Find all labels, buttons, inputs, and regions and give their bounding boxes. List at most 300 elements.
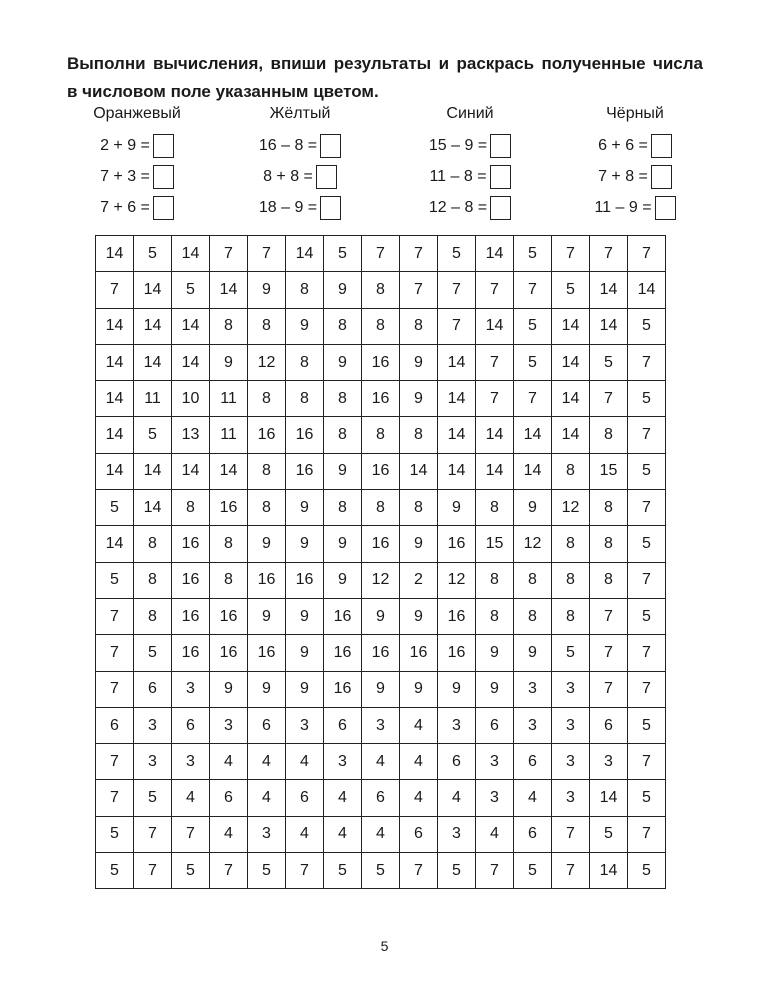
page-number: 5 <box>380 938 389 954</box>
grid-cell[interactable]: 16 <box>362 381 400 417</box>
grid-cell[interactable]: 5 <box>514 308 552 344</box>
grid-cell[interactable]: 8 <box>400 490 438 526</box>
grid-cell[interactable]: 8 <box>590 562 628 598</box>
grid-cell[interactable]: 14 <box>552 381 590 417</box>
grid-cell[interactable]: 14 <box>514 417 552 453</box>
grid-cell[interactable]: 8 <box>134 562 172 598</box>
grid-cell[interactable]: 8 <box>590 490 628 526</box>
grid-cell[interactable]: 3 <box>438 707 476 743</box>
grid-cell[interactable]: 14 <box>134 344 172 380</box>
grid-cell[interactable]: 8 <box>210 562 248 598</box>
answer-box[interactable] <box>320 196 341 220</box>
answer-box[interactable] <box>153 134 174 158</box>
grid-cell[interactable]: 7 <box>362 236 400 272</box>
grid-cell[interactable]: 9 <box>324 272 362 308</box>
grid-cell[interactable]: 16 <box>172 635 210 671</box>
grid-row <box>96 453 666 489</box>
equation <box>47 130 227 161</box>
answer-box[interactable] <box>490 165 511 189</box>
grid-cell[interactable]: 14 <box>438 344 476 380</box>
grid-cell[interactable]: 16 <box>324 635 362 671</box>
grid-cell[interactable]: 16 <box>362 635 400 671</box>
answer-box[interactable] <box>490 196 511 220</box>
grid-cell[interactable]: 5 <box>628 780 666 816</box>
equation-text: 16 – 8 = <box>258 136 318 154</box>
grid-cell[interactable]: 9 <box>400 344 438 380</box>
grid-cell[interactable]: 14 <box>590 272 628 308</box>
grid-cell[interactable]: 15 <box>590 453 628 489</box>
grid-row <box>96 816 666 852</box>
grid-cell[interactable]: 7 <box>628 635 666 671</box>
grid-cell[interactable]: 6 <box>514 816 552 852</box>
grid-cell[interactable]: 16 <box>286 562 324 598</box>
grid-cell[interactable]: 5 <box>438 236 476 272</box>
grid-cell[interactable]: 6 <box>172 707 210 743</box>
grid-cell[interactable]: 14 <box>96 308 134 344</box>
equation-text: 11 – 8 = <box>429 167 487 185</box>
grid-cell[interactable]: 7 <box>96 744 134 780</box>
grid-cell[interactable]: 16 <box>438 635 476 671</box>
grid-cell[interactable]: 14 <box>590 853 628 889</box>
grid-cell[interactable]: 5 <box>134 417 172 453</box>
grid-cell[interactable]: 5 <box>628 453 666 489</box>
grid-cell[interactable]: 7 <box>210 853 248 889</box>
grid-cell[interactable]: 14 <box>552 308 590 344</box>
grid-cell[interactable]: 3 <box>286 707 324 743</box>
grid-cell[interactable]: 7 <box>96 272 134 308</box>
grid-cell[interactable]: 7 <box>628 816 666 852</box>
grid-cell[interactable]: 5 <box>514 236 552 272</box>
grid-cell[interactable]: 9 <box>324 453 362 489</box>
grid-cell[interactable]: 3 <box>552 707 590 743</box>
grid-cell[interactable]: 16 <box>172 598 210 634</box>
grid-cell[interactable]: 5 <box>172 272 210 308</box>
grid-cell[interactable]: 3 <box>362 707 400 743</box>
grid-cell[interactable]: 4 <box>172 780 210 816</box>
equation <box>545 192 725 223</box>
grid-cell[interactable]: 14 <box>134 453 172 489</box>
grid-cell[interactable]: 3 <box>134 707 172 743</box>
grid-cell[interactable]: 3 <box>476 744 514 780</box>
grid-cell[interactable]: 8 <box>324 381 362 417</box>
grid-cell[interactable]: 3 <box>172 671 210 707</box>
grid-cell[interactable]: 8 <box>552 598 590 634</box>
grid-cell[interactable]: 6 <box>210 780 248 816</box>
grid-cell[interactable]: 9 <box>362 671 400 707</box>
grid-cell[interactable]: 4 <box>438 780 476 816</box>
grid-cell[interactable]: 16 <box>324 671 362 707</box>
grid-cell[interactable]: 16 <box>210 598 248 634</box>
grid-cell[interactable]: 16 <box>286 453 324 489</box>
grid-cell[interactable]: 7 <box>590 598 628 634</box>
grid-cell[interactable]: 3 <box>324 744 362 780</box>
grid-cell[interactable]: 5 <box>96 853 134 889</box>
grid-cell[interactable]: 7 <box>628 417 666 453</box>
grid-cell[interactable]: 14 <box>438 453 476 489</box>
grid-cell[interactable]: 7 <box>552 816 590 852</box>
grid-cell[interactable]: 16 <box>172 562 210 598</box>
equation-text: 18 – 9 = <box>258 198 318 216</box>
grid-cell[interactable]: 9 <box>514 490 552 526</box>
grid-cell[interactable]: 14 <box>172 308 210 344</box>
grid-cell[interactable]: 9 <box>400 526 438 562</box>
grid-cell[interactable]: 3 <box>134 744 172 780</box>
grid-cell[interactable]: 7 <box>400 272 438 308</box>
grid-cell[interactable]: 5 <box>628 381 666 417</box>
grid-cell[interactable]: 5 <box>552 272 590 308</box>
grid-cell[interactable]: 16 <box>362 526 400 562</box>
answer-box[interactable] <box>651 134 672 158</box>
grid-cell[interactable]: 16 <box>324 598 362 634</box>
grid-cell[interactable]: 16 <box>172 526 210 562</box>
grid-cell[interactable]: 16 <box>210 635 248 671</box>
answer-box[interactable] <box>153 165 174 189</box>
grid-cell[interactable]: 14 <box>172 344 210 380</box>
grid-cell[interactable]: 10 <box>172 381 210 417</box>
grid-cell[interactable]: 11 <box>210 417 248 453</box>
grid-cell[interactable]: 3 <box>438 816 476 852</box>
grid-cell[interactable]: 4 <box>400 744 438 780</box>
grid-cell[interactable]: 3 <box>552 744 590 780</box>
grid-cell[interactable]: 4 <box>400 780 438 816</box>
grid-cell[interactable]: 6 <box>362 780 400 816</box>
grid-cell[interactable]: 14 <box>96 453 134 489</box>
grid-cell[interactable]: 7 <box>552 236 590 272</box>
grid-cell[interactable]: 9 <box>362 598 400 634</box>
grid-cell[interactable]: 14 <box>590 308 628 344</box>
color-column <box>47 103 227 223</box>
grid-cell[interactable]: 5 <box>96 562 134 598</box>
grid-cell[interactable]: 7 <box>476 853 514 889</box>
grid-cell[interactable]: 5 <box>362 853 400 889</box>
grid-cell[interactable]: 9 <box>286 308 324 344</box>
grid-cell[interactable]: 4 <box>210 744 248 780</box>
grid-cell[interactable]: 5 <box>628 526 666 562</box>
color-name: Чёрный <box>606 105 664 122</box>
grid-cell[interactable]: 5 <box>134 236 172 272</box>
grid-cell[interactable]: 3 <box>476 780 514 816</box>
grid-cell[interactable]: 9 <box>400 671 438 707</box>
grid-cell[interactable]: 8 <box>476 490 514 526</box>
grid-cell[interactable]: 9 <box>210 671 248 707</box>
grid-cell[interactable]: 4 <box>248 744 286 780</box>
grid-cell[interactable]: 5 <box>96 816 134 852</box>
grid-cell[interactable]: 9 <box>476 671 514 707</box>
grid-cell[interactable]: 9 <box>324 562 362 598</box>
grid-cell[interactable]: 7 <box>628 344 666 380</box>
grid-cell[interactable]: 7 <box>96 598 134 634</box>
grid-cell[interactable]: 5 <box>248 853 286 889</box>
grid-cell[interactable]: 14 <box>552 344 590 380</box>
grid-cell[interactable]: 16 <box>362 453 400 489</box>
grid-cell[interactable]: 8 <box>248 381 286 417</box>
grid-cell[interactable]: 14 <box>476 417 514 453</box>
grid-cell[interactable]: 4 <box>514 780 552 816</box>
grid-cell[interactable]: 14 <box>96 417 134 453</box>
instruction <box>67 50 703 106</box>
grid-cell[interactable]: 8 <box>476 562 514 598</box>
grid-cell[interactable]: 16 <box>438 526 476 562</box>
grid-cell[interactable]: 8 <box>210 308 248 344</box>
grid-cell[interactable]: 6 <box>514 744 552 780</box>
grid-cell[interactable]: 8 <box>362 490 400 526</box>
instruction-line-1: Выполни вычисления, впиши результаты и раскрась полученные числа <box>67 54 703 73</box>
answer-box[interactable] <box>153 196 174 220</box>
grid-cell[interactable]: 12 <box>248 344 286 380</box>
grid-cell[interactable]: 9 <box>514 635 552 671</box>
grid-cell[interactable]: 8 <box>286 344 324 380</box>
grid-cell[interactable]: 5 <box>514 853 552 889</box>
grid-cell[interactable]: 9 <box>324 526 362 562</box>
grid-cell[interactable]: 8 <box>362 417 400 453</box>
grid-cell[interactable]: 5 <box>324 853 362 889</box>
grid-cell[interactable]: 7 <box>552 853 590 889</box>
grid-cell[interactable]: 5 <box>590 344 628 380</box>
grid-cell[interactable]: 14 <box>134 272 172 308</box>
grid-cell[interactable]: 16 <box>248 635 286 671</box>
color-column <box>545 103 725 223</box>
grid-cell[interactable]: 5 <box>628 707 666 743</box>
answer-box[interactable] <box>651 165 672 189</box>
grid-cell[interactable]: 5 <box>172 853 210 889</box>
grid-cell[interactable]: 14 <box>210 272 248 308</box>
grid-cell[interactable]: 7 <box>590 635 628 671</box>
grid-cell[interactable]: 7 <box>210 236 248 272</box>
grid-cell[interactable]: 4 <box>476 816 514 852</box>
grid-cell[interactable]: 6 <box>324 707 362 743</box>
grid-cell[interactable]: 9 <box>248 272 286 308</box>
grid-cell[interactable]: 8 <box>552 562 590 598</box>
grid-cell[interactable]: 6 <box>476 707 514 743</box>
grid-cell[interactable]: 4 <box>400 707 438 743</box>
grid-cell[interactable]: 2 <box>400 562 438 598</box>
grid-cell[interactable]: 16 <box>248 417 286 453</box>
grid-cell[interactable]: 14 <box>286 236 324 272</box>
grid-cell[interactable]: 8 <box>134 526 172 562</box>
grid-cell[interactable]: 8 <box>514 562 552 598</box>
grid-cell[interactable]: 8 <box>590 417 628 453</box>
grid-cell[interactable]: 12 <box>552 490 590 526</box>
grid-cell[interactable]: 3 <box>514 707 552 743</box>
grid-cell[interactable]: 4 <box>324 816 362 852</box>
grid-cell[interactable]: 4 <box>248 780 286 816</box>
grid-cell[interactable]: 7 <box>476 381 514 417</box>
grid-cell[interactable]: 9 <box>248 598 286 634</box>
grid-cell[interactable]: 9 <box>286 490 324 526</box>
grid-cell[interactable]: 6 <box>590 707 628 743</box>
grid-cell[interactable]: 8 <box>286 272 324 308</box>
grid-cell[interactable]: 9 <box>210 344 248 380</box>
grid-cell[interactable]: 8 <box>324 417 362 453</box>
grid-cell[interactable]: 12 <box>514 526 552 562</box>
grid-cell[interactable]: 7 <box>476 272 514 308</box>
grid-cell[interactable]: 11 <box>134 381 172 417</box>
grid-cell[interactable]: 7 <box>628 236 666 272</box>
grid-cell[interactable]: 3 <box>172 744 210 780</box>
grid-row <box>96 635 666 671</box>
grid-cell[interactable]: 7 <box>96 671 134 707</box>
grid-cell[interactable]: 9 <box>248 526 286 562</box>
grid-cell[interactable]: 5 <box>514 344 552 380</box>
grid-cell[interactable]: 8 <box>286 381 324 417</box>
grid-cell[interactable]: 7 <box>514 272 552 308</box>
grid-cell[interactable]: 8 <box>362 308 400 344</box>
grid-cell[interactable]: 7 <box>248 236 286 272</box>
grid-cell[interactable]: 4 <box>324 780 362 816</box>
grid-cell[interactable]: 3 <box>590 744 628 780</box>
grid-cell[interactable]: 6 <box>400 816 438 852</box>
grid-cell[interactable]: 9 <box>286 526 324 562</box>
grid-cell[interactable]: 6 <box>248 707 286 743</box>
grid-cell[interactable]: 8 <box>134 598 172 634</box>
grid-cell[interactable]: 14 <box>476 308 514 344</box>
grid-cell[interactable]: 16 <box>362 344 400 380</box>
grid-cell[interactable]: 14 <box>476 453 514 489</box>
grid-cell[interactable]: 8 <box>590 526 628 562</box>
grid-cell[interactable]: 3 <box>552 780 590 816</box>
grid-cell[interactable]: 7 <box>438 308 476 344</box>
grid-cell[interactable]: 14 <box>96 526 134 562</box>
grid-cell[interactable]: 16 <box>400 635 438 671</box>
grid-cell[interactable]: 7 <box>96 635 134 671</box>
grid-cell[interactable]: 5 <box>324 236 362 272</box>
grid-cell[interactable]: 5 <box>590 816 628 852</box>
grid-cell[interactable]: 4 <box>286 744 324 780</box>
grid-cell[interactable]: 8 <box>324 490 362 526</box>
grid-cell[interactable]: 14 <box>210 453 248 489</box>
grid-cell[interactable]: 14 <box>514 453 552 489</box>
answer-box[interactable] <box>320 134 341 158</box>
grid-cell[interactable]: 14 <box>96 344 134 380</box>
grid-cell[interactable]: 14 <box>400 453 438 489</box>
grid-cell[interactable]: 12 <box>438 562 476 598</box>
grid-cell[interactable]: 8 <box>248 308 286 344</box>
grid-cell[interactable]: 8 <box>400 308 438 344</box>
grid-cell[interactable]: 8 <box>248 490 286 526</box>
grid-cell[interactable]: 7 <box>172 816 210 852</box>
equation <box>210 192 390 223</box>
grid-cell[interactable]: 9 <box>286 671 324 707</box>
grid-cell[interactable]: 7 <box>628 744 666 780</box>
grid-cell[interactable]: 5 <box>438 853 476 889</box>
grid-cell[interactable]: 5 <box>552 635 590 671</box>
grid-cell[interactable]: 14 <box>172 236 210 272</box>
grid-cell[interactable]: 16 <box>210 490 248 526</box>
grid-cell[interactable]: 14 <box>134 490 172 526</box>
grid-cell[interactable]: 7 <box>590 671 628 707</box>
grid-cell[interactable]: 14 <box>476 236 514 272</box>
grid-cell[interactable]: 7 <box>628 562 666 598</box>
grid-cell[interactable]: 8 <box>210 526 248 562</box>
grid-cell[interactable]: 13 <box>172 417 210 453</box>
grid-cell[interactable]: 7 <box>96 780 134 816</box>
grid-cell[interactable]: 14 <box>96 236 134 272</box>
grid-cell[interactable]: 7 <box>438 272 476 308</box>
grid-cell[interactable]: 8 <box>552 453 590 489</box>
grid-cell[interactable]: 5 <box>628 598 666 634</box>
grid-cell[interactable]: 4 <box>362 744 400 780</box>
grid-cell[interactable]: 5 <box>134 635 172 671</box>
grid-cell[interactable]: 14 <box>96 381 134 417</box>
grid-cell[interactable]: 9 <box>400 381 438 417</box>
grid-cell[interactable]: 7 <box>400 236 438 272</box>
grid-cell[interactable]: 9 <box>248 671 286 707</box>
grid-cell[interactable]: 7 <box>514 381 552 417</box>
grid-cell[interactable]: 5 <box>628 308 666 344</box>
grid-cell[interactable]: 16 <box>286 417 324 453</box>
grid-cell[interactable]: 14 <box>438 381 476 417</box>
grid-cell[interactable]: 5 <box>628 853 666 889</box>
grid-cell[interactable]: 14 <box>552 417 590 453</box>
grid-cell[interactable]: 14 <box>134 308 172 344</box>
grid-cell[interactable]: 9 <box>438 671 476 707</box>
grid-cell[interactable]: 8 <box>552 526 590 562</box>
grid-cell[interactable]: 12 <box>362 562 400 598</box>
grid-cell[interactable]: 3 <box>514 671 552 707</box>
grid-cell[interactable]: 14 <box>172 453 210 489</box>
answer-box[interactable] <box>655 196 676 220</box>
grid-cell[interactable]: 7 <box>476 344 514 380</box>
equation <box>380 161 560 192</box>
grid-cell[interactable]: 8 <box>400 417 438 453</box>
grid-cell[interactable]: 5 <box>96 490 134 526</box>
grid-cell[interactable]: 4 <box>210 816 248 852</box>
grid-cell[interactable]: 9 <box>400 598 438 634</box>
grid-cell[interactable]: 3 <box>248 816 286 852</box>
grid-cell[interactable]: 8 <box>324 308 362 344</box>
grid-cell[interactable]: 15 <box>476 526 514 562</box>
grid-cell[interactable]: 7 <box>590 236 628 272</box>
grid-cell[interactable]: 14 <box>590 780 628 816</box>
grid-cell[interactable]: 7 <box>628 490 666 526</box>
grid-cell[interactable]: 9 <box>286 598 324 634</box>
grid-cell[interactable]: 9 <box>438 490 476 526</box>
grid-cell[interactable]: 7 <box>286 853 324 889</box>
grid-cell[interactable]: 7 <box>400 853 438 889</box>
grid-cell[interactable]: 7 <box>134 816 172 852</box>
grid-cell[interactable]: 16 <box>438 598 476 634</box>
grid-cell[interactable]: 16 <box>248 562 286 598</box>
answer-box[interactable] <box>490 134 511 158</box>
grid-cell[interactable]: 9 <box>324 344 362 380</box>
grid-cell[interactable]: 7 <box>134 853 172 889</box>
color-column <box>380 103 560 223</box>
grid-cell[interactable]: 7 <box>628 671 666 707</box>
grid-cell[interactable]: 4 <box>286 816 324 852</box>
grid-cell[interactable]: 6 <box>286 780 324 816</box>
grid-cell[interactable]: 3 <box>210 707 248 743</box>
answer-box[interactable] <box>316 165 337 189</box>
grid-cell[interactable]: 9 <box>476 635 514 671</box>
equation-text: 8 + 8 = <box>263 167 313 185</box>
grid-cell[interactable]: 6 <box>134 671 172 707</box>
grid-cell[interactable]: 8 <box>172 490 210 526</box>
grid-cell[interactable]: 9 <box>286 635 324 671</box>
grid-cell[interactable]: 11 <box>210 381 248 417</box>
grid-cell[interactable]: 6 <box>438 744 476 780</box>
grid-cell[interactable]: 14 <box>628 272 666 308</box>
grid-cell[interactable]: 8 <box>362 272 400 308</box>
grid-cell[interactable]: 5 <box>134 780 172 816</box>
grid-cell[interactable]: 6 <box>96 707 134 743</box>
grid-cell[interactable]: 8 <box>248 453 286 489</box>
grid-cell[interactable]: 8 <box>514 598 552 634</box>
grid-cell[interactable]: 3 <box>552 671 590 707</box>
grid-cell[interactable]: 4 <box>362 816 400 852</box>
grid-cell[interactable]: 14 <box>438 417 476 453</box>
grid-cell[interactable]: 8 <box>476 598 514 634</box>
grid-cell[interactable]: 7 <box>590 381 628 417</box>
